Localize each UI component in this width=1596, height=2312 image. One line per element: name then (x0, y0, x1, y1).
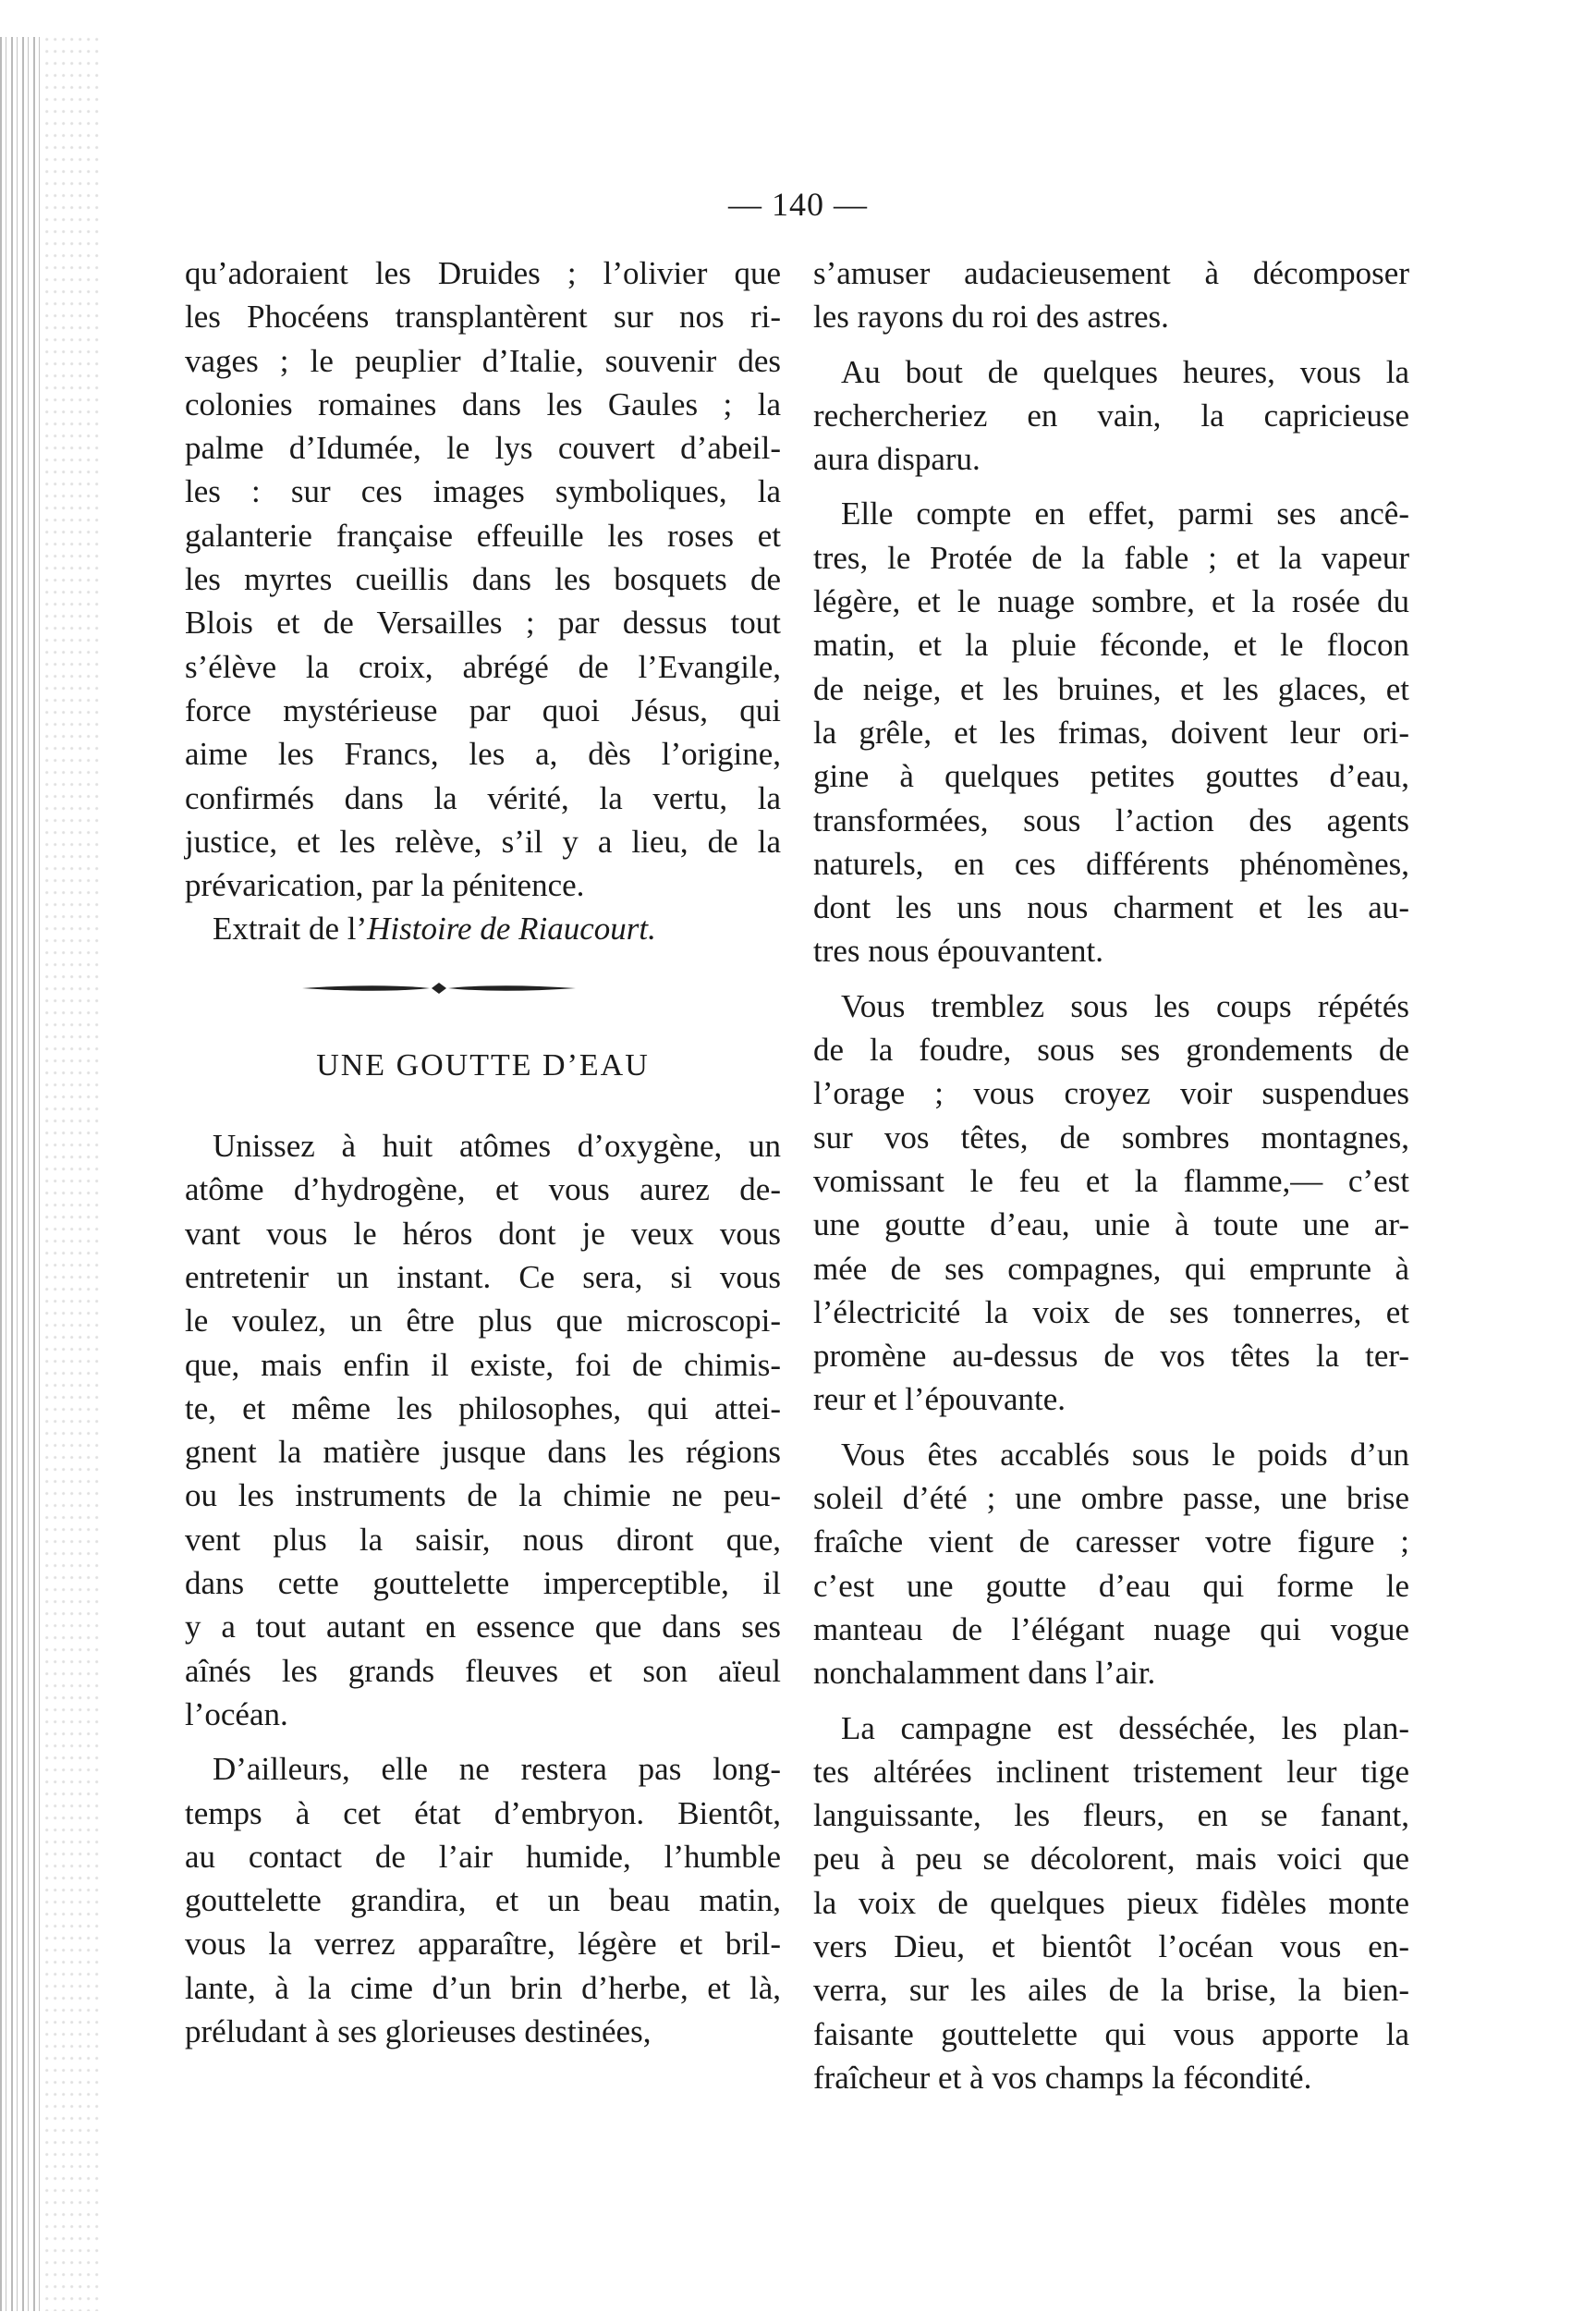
text-line: s’élève la croix, abrégé de l’Evangile, (185, 648, 781, 685)
left-column (185, 251, 781, 2053)
text-line: vent plus la saisir, nous diront que, (185, 1521, 781, 1558)
text-line: lante, à la cime d’un brin d’herbe, et là, (185, 1969, 781, 2006)
text-line: temps à cet état d’embryon. Bientôt, (185, 1794, 781, 1831)
text-line: matin, et la pluie féconde, et le flocon (813, 627, 1409, 664)
text-line: Vous êtes accablés sous le poids d’un (841, 1436, 1409, 1473)
text-line: les : sur ces images symboliques, la (185, 473, 781, 510)
page-number: — 140 — (728, 186, 868, 223)
text-line: entretenir un instant. Ce sera, si vous (185, 1258, 781, 1295)
text-line: y a tout autant en essence que dans ses (185, 1609, 781, 1645)
text-line: fraîche vient de caresser votre figure ; (813, 1523, 1409, 1560)
text-line: languissante, les fleurs, en se fanant, (813, 1797, 1409, 1834)
text-line: vant vous le héros dont je veux vous (185, 1215, 781, 1252)
text-line: l’électricité la voix de ses tonnerres, et (813, 1293, 1409, 1330)
article-paragraph-2 (185, 1747, 781, 2053)
text-line: peu à peu se décolorent, mais voici que (813, 1841, 1409, 1878)
text-line: de neige, et les bruines, et les glaces, et (813, 670, 1409, 707)
source-citation (185, 907, 781, 950)
text-line: le voulez, un être plus que microscopi- (185, 1303, 781, 1339)
text-line: les Phocéens transplantèrent sur nos ri- (185, 299, 781, 336)
book-binding-edge (0, 37, 44, 2311)
text-line: naturels, en ces différents phénomènes, (813, 845, 1409, 882)
text-line: de la foudre, sous ses grondements de (813, 1032, 1409, 1069)
text-line: ou les instruments de la chimie ne peu- (185, 1477, 781, 1514)
text-line: la grêle, et les frimas, doivent leur ori- (813, 714, 1409, 751)
text-line: vomissant le feu et la flamme,— c’est (813, 1162, 1409, 1199)
text-line: palme d’Idumée, le lys couvert d’abeil- (185, 430, 781, 467)
paragraph-disappearance (813, 350, 1409, 482)
paragraph-countryside (813, 1706, 1409, 2100)
text-line: préludant à ses glorieuses destinées, (185, 2012, 652, 2049)
paragraph-storm (813, 985, 1409, 1422)
text-line: gine à quelques petites gouttes d’eau, (813, 758, 1409, 795)
paragraph-continuation (813, 251, 1409, 339)
text-line: tres, le Protée de la fable ; et la vapeur (813, 539, 1409, 576)
text-line: s’amuser audacieusement à décomposer (813, 255, 1409, 291)
text-line: les rayons du roi des astres. (813, 299, 1169, 336)
text-line: l’océan. (185, 1695, 288, 1732)
text-line: fraîcheur et à vos champs la fécondité. (813, 2059, 1312, 2096)
source-prefix: Extrait de l’ (213, 911, 368, 948)
text-line: vers Dieu, et bientôt l’océan vous en- (813, 1927, 1409, 1964)
text-line: justice, et les relève, s’il y a lieu, de la (185, 823, 781, 860)
text-line: nonchalamment dans l’air. (813, 1655, 1156, 1692)
text-line: rechercheriez en vain, la capricieuse (813, 397, 1409, 434)
text-line: tres nous épouvantent. (813, 933, 1103, 970)
text-line: tes altérées inclinent tristement leur tige (813, 1753, 1409, 1790)
text-line: au contact de l’air humide, l’humble (185, 1838, 781, 1875)
paragraph-ancestors (813, 492, 1409, 973)
text-line: promène au-dessus de vos têtes la ter- (813, 1338, 1409, 1375)
paragraph-summer (813, 1433, 1409, 1695)
closing-paragraph (185, 251, 781, 907)
source-title: Histoire de Riaucourt. (367, 911, 656, 948)
text-line: qu’adoraient les Druides ; l’olivier que (185, 255, 781, 291)
text-line: vous la verrez apparaître, légère et bril- (185, 1926, 781, 1963)
text-line: Elle compte en effet, parmi ses ancê- (841, 495, 1409, 532)
text-line: Unissez à huit atômes d’oxygène, un (213, 1128, 781, 1165)
text-line: dont les uns nous charment et les au- (813, 889, 1409, 926)
text-line: D’ailleurs, elle ne restera pas long- (213, 1751, 781, 1788)
text-line: verra, sur les ailes de la brise, la bien- (813, 1972, 1409, 2009)
text-line: Blois et de Versailles ; par dessus tout (185, 605, 781, 642)
text-line: aime les Francs, les a, dès l’origine, (185, 736, 781, 773)
text-line: mée de ses compagnes, qui emprunte à (813, 1250, 1409, 1287)
article-title: UNE GOUTTE D’EAU (316, 1047, 650, 1083)
text-line: sur vos têtes, de sombres montagnes, (813, 1119, 1409, 1156)
section-divider (185, 951, 781, 1025)
text-line: vages ; le peuplier d’Italie, souvenir des (185, 342, 781, 379)
text-line: soleil d’été ; une ombre passe, une brise (813, 1480, 1409, 1517)
text-line: transformées, sous l’action des agents (813, 801, 1409, 838)
text-line: La campagne est desséchée, les plan- (841, 1709, 1409, 1746)
text-line: l’orage ; vous croyez voir suspendues (813, 1075, 1409, 1112)
text-line: Au bout de quelques heures, vous la (841, 353, 1409, 390)
text-line: une goutte d’eau, unie à toute une ar- (813, 1206, 1409, 1243)
text-line: que, mais enfin il existe, foi de chimis- (185, 1346, 781, 1383)
text-line: aura disparu. (813, 441, 981, 478)
text-line: Vous tremblez sous les coups répétés (841, 987, 1409, 1024)
text-line: faisante gouttelette qui vous apporte la (813, 2015, 1409, 2052)
text-line: reur et l’épouvante. (813, 1381, 1066, 1418)
ornament-rule-icon (300, 979, 578, 997)
text-line: colonies romaines dans les Gaules ; la (185, 385, 781, 422)
text-line: aînés les grands fleuves et son aïeul (185, 1652, 781, 1689)
text-line: force mystérieuse par quoi Jésus, qui (185, 691, 781, 728)
text-line: confirmés dans la vérité, la vertu, la (185, 779, 781, 816)
text-line: la voix de quelques pieux fidèles monte (813, 1884, 1409, 1921)
right-column (813, 251, 1409, 2099)
text-line: prévarication, par la pénitence. (185, 867, 585, 904)
text-line: c’est une goutte d’eau qui forme le (813, 1567, 1409, 1604)
text-line: te, et même les philosophes, qui attei- (185, 1389, 781, 1426)
text-line: légère, et le nuage sombre, et la rosée du (813, 583, 1409, 620)
text-line: manteau de l’élégant nuage qui vogue (813, 1610, 1409, 1647)
text-line: galanterie française effeuille les roses et (185, 517, 781, 554)
text-line: gouttelette grandira, et un beau matin, (185, 1882, 781, 1919)
text-line: atôme d’hydrogène, et vous aurez de- (185, 1171, 781, 1208)
article-paragraph-1 (185, 1124, 781, 1736)
paper-speckle (44, 37, 100, 2311)
text-line: les myrtes cueillis dans les bosquets de (185, 561, 781, 598)
text-line: gnent la matière jusque dans les régions (185, 1434, 781, 1471)
text-line: dans cette gouttelette imperceptible, il (185, 1565, 781, 1602)
